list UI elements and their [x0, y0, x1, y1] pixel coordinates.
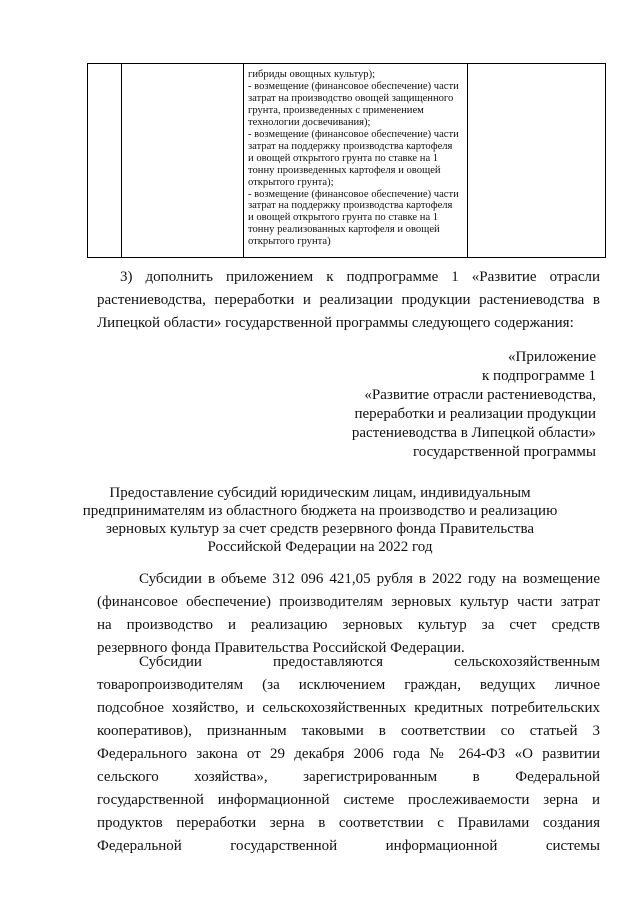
table-cell-empty-right: [468, 64, 606, 258]
paragraph-line: подсобное хозяйство, и сельскохозяйственных кредитных потребительских: [97, 700, 600, 716]
table-cell-line: затрат на поддержку производства картофеля: [248, 200, 453, 212]
paragraph-line: Федеральной государственной информационной системы: [97, 838, 600, 854]
table-cell-line: затрат на производство овощей защищенного: [248, 92, 454, 104]
appendix-heading-line: государственной программы: [412, 444, 596, 460]
item3-line2: растениеводства, переработки и реализации продукции растениеводства в: [97, 292, 600, 308]
table-cell-line: - возмещение (финансовое обеспечение) части: [248, 80, 459, 92]
table-cell-line: грунта, произведенных с применением: [248, 104, 424, 116]
paragraph-line: резервного фонда Правительства Российской Федерации.: [97, 640, 465, 656]
table-cell-line: тонну реализованных картофеля и овощей: [248, 224, 440, 236]
paragraph-line: на производство и реализацию зерновых культур за счет средств: [97, 617, 600, 633]
table-cell-line: затрат на поддержку производства картофеля: [248, 140, 453, 152]
title-line: зерновых культур за счет средств резервного фонда Правительства: [105, 521, 535, 537]
paragraph-line: сельского хозяйства», зарегистрированным в Федеральной: [97, 769, 600, 785]
title-line: Предоставление субсидий юридическим лицам, индивидуальным: [109, 485, 531, 501]
table-cell-line: и овощей открытого грунта по ставке на 1: [248, 152, 439, 164]
table-cell-text: [244, 64, 468, 258]
table-row: [88, 64, 606, 258]
paragraph-line: кооперативов), признанным таковыми в соответствии со статьей 3: [97, 723, 600, 739]
paragraph-line: государственной информационной системе прослеживаемости зерна и: [97, 792, 600, 808]
table-fragment: [87, 63, 606, 258]
item3-line3: Липецкой области» государственной программы следующего содержания:: [97, 315, 574, 331]
table-cell-line: технологии досвечивания);: [248, 116, 371, 128]
paragraph-line: Федерального закона от 29 декабря 2006 года № 264-ФЗ «О развитии: [97, 746, 600, 762]
table-cell-line: - возмещение (финансовое обеспечение) части: [248, 128, 459, 140]
table-cell-content: [244, 64, 467, 248]
table-cell-line: и овощей открытого грунта по ставке на 1: [248, 212, 439, 224]
appendix-heading-line: к подпрограмме 1: [482, 368, 596, 384]
paragraph-line: продуктов переработки зерна в соответствии с Правилами создания: [97, 815, 600, 831]
appendix-heading-line: «Развитие отрасли растениеводства,: [364, 387, 596, 403]
paragraph-line: (финансовое обеспечение) производителям зерновых культур части затрат: [97, 594, 600, 610]
table-cell-num: [88, 64, 122, 258]
paragraph-line: Субсидии предоставляются сельскохозяйственным: [139, 654, 600, 670]
appendix-heading-line: «Приложение: [507, 349, 596, 365]
appendix-heading-line: растениеводства в Липецкой области»: [351, 425, 596, 441]
table-cell-empty: [122, 64, 244, 258]
paragraph-line: Субсидии в объеме 312 096 421,05 рубля в 2022 году на возмещение: [139, 571, 600, 587]
appendix-heading-line: переработки и реализации продукции: [354, 406, 596, 422]
paragraph-line: товаропроизводителям (за исключением граждан, ведущих личное: [97, 677, 600, 693]
title-line: предпринимателям из областного бюджета на производство и реализацию: [82, 503, 558, 519]
title-line: Российской Федерации на 2022 год: [207, 539, 433, 555]
table-cell-line: тонну произведенных картофеля и овощей: [248, 164, 441, 176]
table-cell-line: открытого грунта): [248, 236, 331, 248]
item3-line1: 3) дополнить приложением к подпрограмме 1 «Развитие отрасли: [120, 269, 600, 285]
table-cell-line: открытого грунта);: [248, 176, 334, 188]
table-cell-line: гибриды овощных культур);: [248, 69, 376, 80]
table-cell-line: - возмещение (финансовое обеспечение) части: [248, 188, 459, 200]
